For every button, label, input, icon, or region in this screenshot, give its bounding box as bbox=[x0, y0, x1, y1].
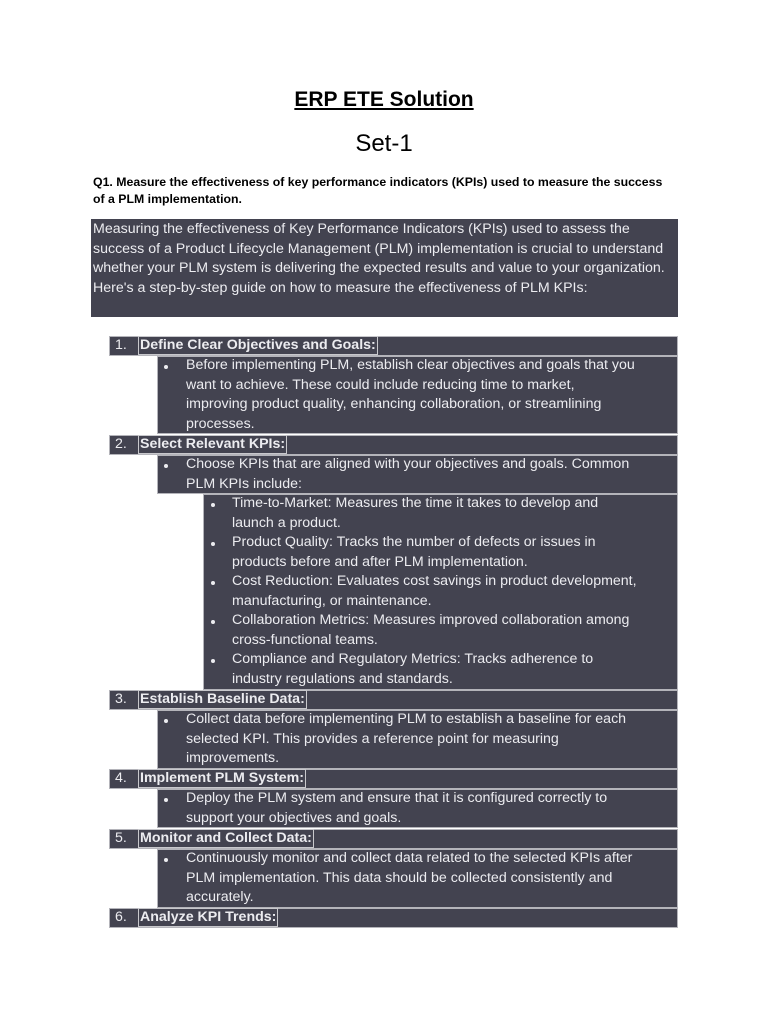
intro-paragraph: Measuring the effectiveness of Key Performance Indicators (KPIs) used to assess the success of a Product Lifecycle Management (PLM) implementation is crucial to understand whether your PLM system is delivering the expected results and value to your organization. Here's a step-by-step guide on how to measure the effectiveness of PLM KPIs: bbox=[91, 219, 678, 317]
step-4-number: 4. bbox=[115, 770, 127, 786]
kpi-item-line: products before and after PLM implementation. bbox=[232, 553, 528, 570]
bullet-icon bbox=[164, 464, 168, 468]
step-5-line: PLM implementation. This data should be collected consistently and bbox=[186, 869, 613, 886]
step-5-heading: Monitor and Collect Data: bbox=[140, 830, 312, 846]
kpi-item-line: launch a product. bbox=[232, 514, 341, 531]
step-3-line: selected KPI. This provides a reference point for measuring bbox=[186, 730, 559, 747]
document-subtitle: Set-1 bbox=[355, 130, 413, 157]
kpi-item-line: cross-functional teams. bbox=[232, 631, 378, 648]
step-4-heading: Implement PLM System: bbox=[140, 770, 304, 786]
kpi-item-line: Collaboration Metrics: Measures improved collaboration among bbox=[232, 612, 630, 628]
step-1-number: 1. bbox=[115, 337, 127, 353]
step-2-number: 2. bbox=[115, 436, 127, 452]
step-1-line: Before implementing PLM, establish clear objectives and goals that you bbox=[186, 357, 635, 373]
step-5-line: Continuously monitor and collect data related to the selected KPIs after bbox=[186, 850, 633, 866]
bullet-icon bbox=[211, 503, 215, 507]
bullet-icon bbox=[164, 719, 168, 723]
step-3-line: improvements. bbox=[186, 750, 280, 766]
step-2-line: Choose KPIs that are aligned with your objectives and goals. Common bbox=[186, 456, 630, 472]
kpi-item-line: Compliance and Regulatory Metrics: Tracks adherence to bbox=[232, 651, 594, 667]
step-6-number: 6. bbox=[115, 909, 127, 925]
kpi-item-line: industry regulations and standards. bbox=[232, 670, 453, 687]
step-5-number: 5. bbox=[115, 830, 127, 846]
step-2-line: PLM KPIs include: bbox=[186, 475, 302, 492]
bullet-icon bbox=[164, 798, 168, 802]
kpi-item-line: Cost Reduction: Evaluates cost savings in product development, bbox=[232, 573, 637, 589]
step-1-line: processes. bbox=[186, 415, 255, 432]
step-4-line: support your objectives and goals. bbox=[186, 809, 402, 826]
step-3-number: 3. bbox=[115, 691, 127, 707]
question-text: Q1. Measure the effectiveness of key performance indicators (KPIs) used to measure the success of a PLM implementation. bbox=[93, 175, 663, 206]
document-title: ERP ETE Solution bbox=[294, 88, 474, 111]
bullet-icon bbox=[164, 365, 168, 369]
bullet-icon bbox=[211, 581, 215, 585]
step-1-heading: Define Clear Objectives and Goals: bbox=[140, 337, 376, 353]
bullet-icon bbox=[211, 659, 215, 663]
step-3-line: Collect data before implementing PLM to establish a baseline for each bbox=[186, 711, 627, 727]
step-4-line: Deploy the PLM system and ensure that it is configured correctly to bbox=[186, 790, 608, 806]
kpi-item-line: Time-to-Market: Measures the time it takes to develop and bbox=[232, 495, 599, 511]
kpi-item-line: Product Quality: Tracks the number of defects or issues in bbox=[232, 534, 596, 550]
step-3-heading: Establish Baseline Data: bbox=[140, 691, 305, 707]
kpi-item-line: manufacturing, or maintenance. bbox=[232, 592, 432, 609]
step-1-line: improving product quality, enhancing collaboration, or streamlining bbox=[186, 396, 602, 412]
step-6-heading: Analyze KPI Trends: bbox=[140, 909, 277, 925]
step-1-line: want to achieve. These could include reducing time to market, bbox=[186, 376, 575, 393]
bullet-icon bbox=[211, 620, 215, 624]
bullet-icon bbox=[211, 542, 215, 546]
step-2-heading: Select Relevant KPIs: bbox=[140, 436, 286, 452]
bullet-icon bbox=[164, 858, 168, 862]
step-5-line: accurately. bbox=[186, 889, 254, 905]
